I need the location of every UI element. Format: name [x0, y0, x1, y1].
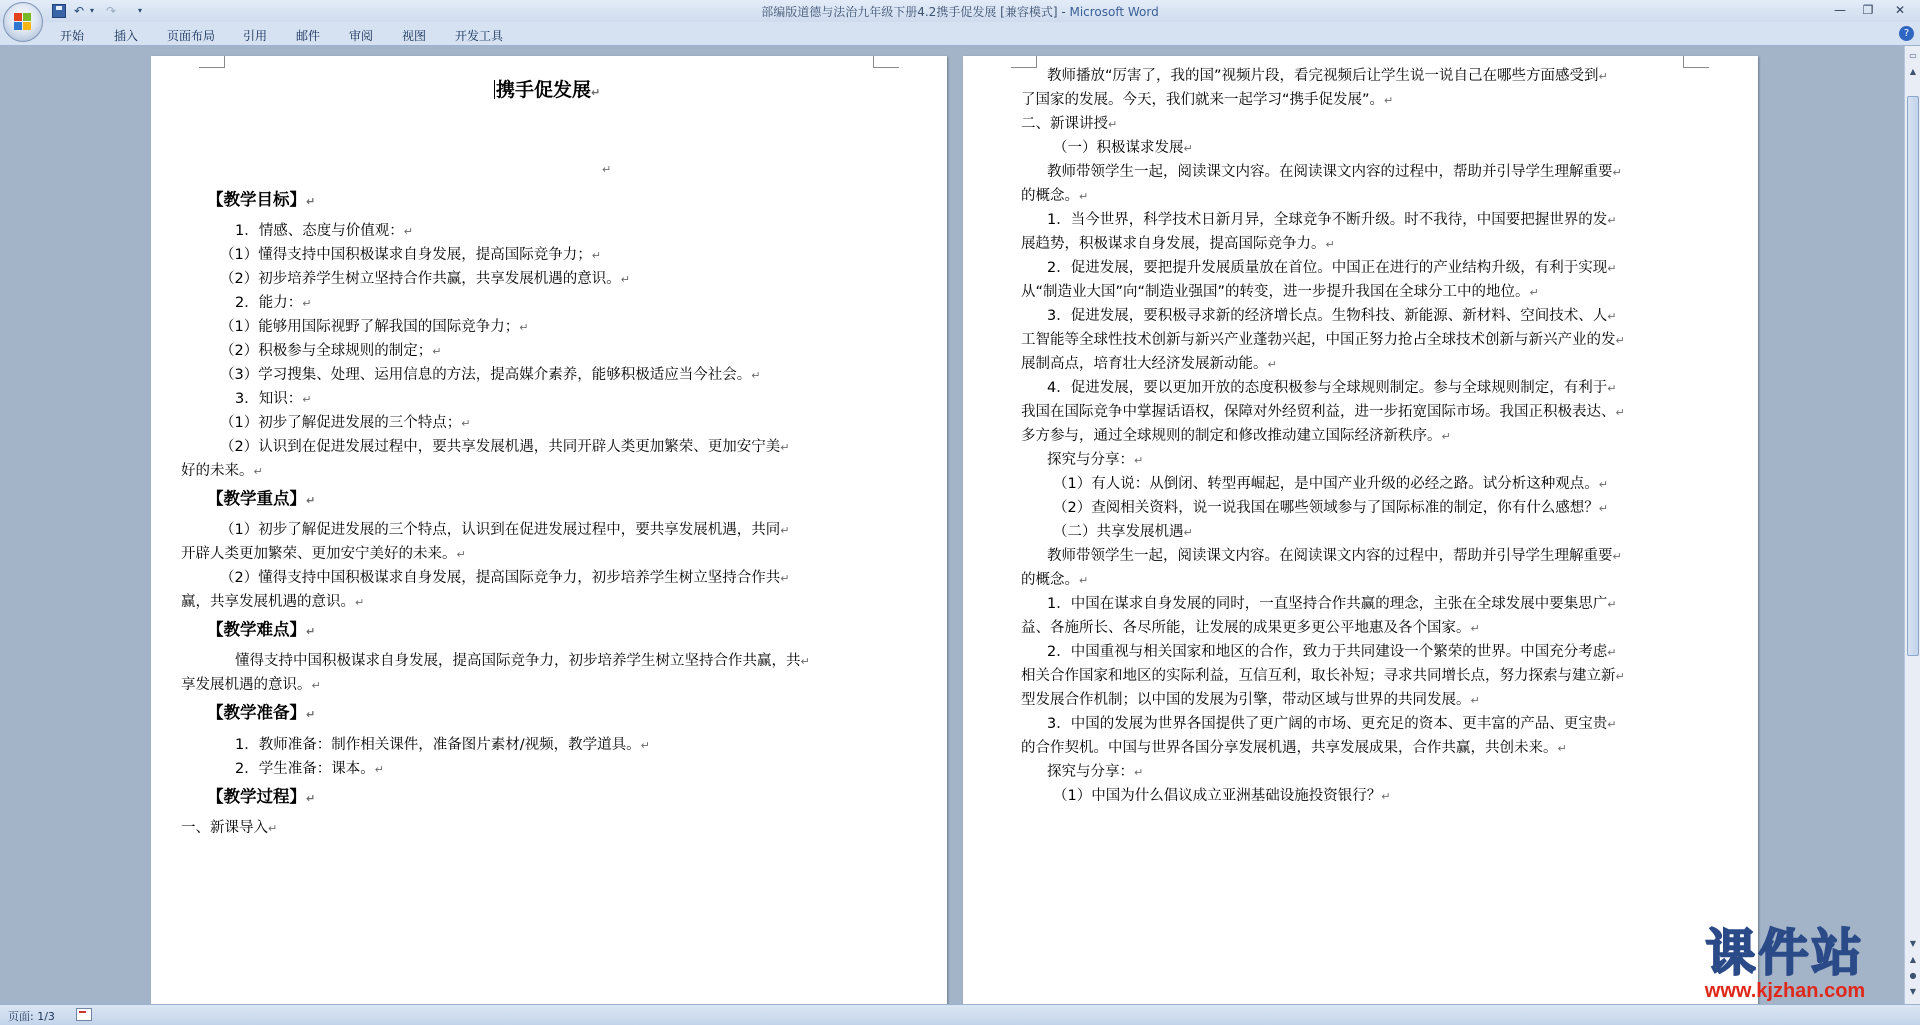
paragraph-line: [1047, 546, 1622, 567]
paragraph-mark: ↵: [1079, 190, 1089, 203]
paragraph-mark: ↵: [1607, 262, 1617, 275]
line-text: 型发展合作机制；以中国的发展为引擎，带动区域与世界的共同发展。: [1021, 692, 1471, 708]
paragraph-mark: ↵: [1183, 526, 1193, 539]
line-text: 懂得支持中国积极谋求自身发展，提高国际竞争力，初步培养学生树立坚持合作共赢，共: [235, 653, 801, 669]
tab-mailings[interactable]: 邮件: [296, 29, 321, 43]
line-text: 1．教师准备：制作相关课件，准备图片素材/视频，教学道具。: [235, 737, 641, 753]
scroll-down-icon[interactable]: ▼: [1909, 939, 1917, 948]
paragraph-line: [1047, 594, 1616, 615]
paragraph-line: [220, 341, 441, 362]
watermark-title: 课件站: [1705, 923, 1865, 982]
paragraph-mark: ↵: [306, 494, 316, 507]
paragraph-line: [1047, 642, 1616, 663]
line-text: 益、各施所长、各尽所能，让发展的成果更多更公平地惠及各个国家。: [1021, 620, 1471, 636]
paragraph-mark: ↵: [456, 548, 466, 561]
line-text: （一）积极谋求发展: [1053, 140, 1184, 156]
line-text: 4．促进发展，要以更加开放的态度积极参与全球规则制定。参与全球规则制定，有利于: [1047, 380, 1608, 396]
line-text: 【教学过程】: [207, 787, 306, 806]
paragraph-mark: ↵: [751, 369, 761, 382]
paragraph-mark: ↵: [306, 792, 316, 805]
tab-references[interactable]: 引用: [243, 29, 268, 43]
line-text: 的概念。: [1021, 188, 1079, 204]
paragraph-mark: ↵: [1598, 478, 1608, 491]
paragraph-mark: ↵: [1134, 454, 1144, 467]
office-logo-icon: [14, 13, 32, 31]
paragraph-line: [1047, 258, 1616, 279]
line-text: 2．中国重视与相关国家和地区的合作，致力于共同建设一个繁荣的世界。中国充分考虑: [1047, 644, 1608, 660]
paragraph-line: [1053, 498, 1608, 519]
paragraph-mark: ↵: [591, 249, 601, 262]
paragraph-mark: ↵: [268, 822, 278, 835]
paragraph-line: [235, 651, 810, 672]
text-cursor: [494, 80, 495, 99]
paragraph-mark: ↵: [1381, 790, 1391, 803]
ribbon-tab-bar: [0, 22, 1920, 46]
paragraph-mark: ↵: [519, 321, 529, 334]
paragraph-mark: ↵: [1607, 646, 1617, 659]
paragraph-line: [1021, 234, 1335, 255]
paragraph-line: [181, 818, 277, 839]
paragraph-mark: ↵: [620, 273, 630, 286]
paragraph-mark: ↵: [1108, 118, 1118, 131]
line-text: 1．中国在谋求自身发展的同时，一直坚持合作共赢的理念，主张在全球发展中要集思广: [1047, 596, 1608, 612]
line-text: 我国在国际竞争中掌握话语权，保障对外经贸利益，进一步拓宽国际市场。我国正积极表达、: [1021, 404, 1616, 420]
line-text: 一、新课导入: [181, 820, 268, 836]
line-text: 享发展机遇的意识。: [181, 677, 312, 693]
site-watermark: [1665, 925, 1905, 1005]
paragraph-mark: ↵: [780, 524, 790, 537]
paragraph-mark: ↵: [780, 441, 790, 454]
line-text: 二、新课讲授: [1021, 116, 1108, 132]
paragraph-line: [1021, 570, 1088, 591]
document-title-line: [494, 80, 600, 103]
paragraph-mark: ↵: [1598, 502, 1608, 515]
line-text: 【教学准备】: [207, 703, 306, 722]
crop-mark: [873, 56, 899, 68]
crop-mark: [199, 56, 225, 68]
paragraph-mark: ↵: [403, 225, 413, 238]
vertical-scrollbar[interactable]: [1904, 46, 1920, 1004]
paragraph-line: [1053, 786, 1390, 807]
paragraph-line: [1047, 162, 1622, 183]
paragraph-line: [220, 413, 470, 434]
paragraph-line: [235, 221, 413, 242]
paragraph-mark: ↵: [306, 625, 316, 638]
paragraph-line: [220, 269, 630, 290]
paragraph-line: [220, 317, 528, 338]
app-name: Microsoft Word: [1069, 5, 1159, 19]
paragraph-line: [1047, 714, 1616, 735]
line-text: 赢，共享发展机遇的意识。: [181, 594, 355, 610]
paragraph-line: [1021, 666, 1625, 687]
paragraph-mark: ↵: [1607, 214, 1617, 227]
paragraph-line: [220, 520, 789, 541]
line-text: 探究与分享：: [1047, 764, 1134, 780]
paragraph-mark: ↵: [302, 393, 312, 406]
line-text: 2．能力：: [235, 295, 303, 311]
paragraph-line: [1021, 402, 1625, 423]
paragraph-line: [181, 461, 263, 482]
line-text: （2）积极参与全球规则的制定；: [220, 343, 433, 359]
document-page-2[interactable]: [963, 56, 1758, 1004]
maximize-button[interactable]: ❐: [1862, 3, 1874, 17]
paragraph-mark: ↵: [1325, 238, 1335, 251]
paragraph-line: [235, 759, 384, 780]
section-heading: [207, 703, 315, 725]
paragraph-mark: ↵: [1470, 694, 1480, 707]
paragraph-mark: ↵: [1607, 310, 1617, 323]
paragraph-line: [220, 437, 789, 458]
line-text: 相关合作国家和地区的实际利益，互信互利，取长补短；寻求共同增长点，努力探索与建立新: [1021, 668, 1616, 684]
paragraph-line: [1021, 690, 1480, 711]
paragraph-line: [1021, 330, 1625, 351]
proofing-status-icon[interactable]: [76, 1008, 92, 1021]
previous-page-icon[interactable]: ▲: [1909, 955, 1917, 964]
section-heading: [207, 787, 315, 809]
redo-icon[interactable]: ↷: [106, 4, 117, 18]
paragraph-line: [1021, 354, 1277, 375]
document-workspace[interactable]: [0, 46, 1904, 1004]
paragraph-line: [1047, 306, 1616, 327]
paragraph-mark: ↵: [1079, 574, 1089, 587]
line-text: 从“制造业大国”向“制造业强国”的转变，进一步提升我国在全球分工中的地位。: [1021, 284, 1530, 300]
line-text: 3．知识：: [235, 391, 303, 407]
line-text: 展趋势，积极谋求自身发展，提高国际竞争力。: [1021, 236, 1326, 252]
select-browse-object-icon[interactable]: ●: [1909, 971, 1917, 980]
paragraph-mark: ↵: [800, 655, 810, 668]
paragraph-mark: ↵: [640, 739, 650, 752]
line-text: 【教学难点】: [207, 620, 306, 639]
section-heading: [207, 620, 315, 642]
paragraph-mark: ↵: [1612, 166, 1622, 179]
tab-view[interactable]: 视图: [402, 29, 427, 43]
next-page-icon[interactable]: ▼: [1909, 987, 1917, 996]
paragraph-mark: ↵: [1529, 286, 1539, 299]
paragraph-mark: ↵: [432, 345, 442, 358]
paragraph-line: [181, 592, 364, 613]
line-text: 1．当今世界，科学技术日新月异，全球竞争不断升级。时不我待，中国要把握世界的发: [1047, 212, 1608, 228]
paragraph-line: [235, 293, 311, 314]
line-text: 多方参与，通过全球规则的制定和修改推动建立国际经济新秩序。: [1021, 428, 1442, 444]
paragraph-mark: ↵: [602, 163, 612, 176]
crop-mark: [1011, 56, 1037, 68]
paragraph-line: [1021, 90, 1393, 111]
title-bar: [0, 0, 1920, 22]
line-text: 2．学生准备：课本。: [235, 761, 375, 777]
paragraph-mark: ↵: [1607, 598, 1617, 611]
line-text: （1）中国为什么倡议成立亚洲基础设施投资银行？: [1053, 788, 1382, 804]
paragraph-mark: ↵: [311, 679, 321, 692]
paragraph-mark: ↵: [1384, 94, 1394, 107]
tab-insert[interactable]: 插入: [114, 29, 139, 43]
document-title: 部编版道德与法治九年级下册4.2携手促发展 [兼容模式] -: [761, 5, 1070, 19]
paragraph-mark: ↵: [302, 297, 312, 310]
paragraph-line: [1047, 762, 1143, 783]
paragraph-line: [1053, 138, 1193, 159]
ruler-toggle-icon[interactable]: ▭: [1909, 51, 1917, 60]
line-text: 2．促进发展，要把提升发展质量放在首位。中国正在进行的产业结构升级，有利于实现: [1047, 260, 1608, 276]
line-text: （二）共享发展机遇: [1053, 524, 1184, 540]
window-title: [0, 3, 1920, 20]
page-indicator[interactable]: 页面: 1/3: [8, 1010, 55, 1023]
paragraph-mark: ↵: [461, 417, 471, 430]
minimize-button[interactable]: —: [1834, 3, 1846, 17]
paragraph-mark: ↵: [591, 86, 601, 99]
line-text: 了国家的发展。今天，我们就来一起学习“携手促发展”。: [1021, 92, 1385, 108]
scroll-thumb[interactable]: [1907, 96, 1919, 656]
paragraph-line: [1021, 282, 1539, 303]
line-text: （1）有人说：从倒闭、转型再崛起，是中国产业升级的必经之路。试分析这种观点。: [1053, 476, 1599, 492]
paragraph-line: [1047, 66, 1608, 87]
paragraph-mark: ↵: [1615, 406, 1625, 419]
line-text: 教师带领学生一起，阅读课文内容。在阅读课文内容的过程中，帮助并引导学生理解重要: [1047, 548, 1613, 564]
paragraph-line: [220, 365, 760, 386]
line-text: 的合作契机。中国与世界各国分享发展机遇，共享发展成果，合作共赢，共创未来。: [1021, 740, 1558, 756]
scroll-up-icon[interactable]: ▲: [1909, 67, 1917, 76]
line-text: 工智能等全球性技术创新与新兴产业蓬勃兴起，中国正努力抢占全球技术创新与新兴产业的发: [1021, 332, 1616, 348]
paragraph-line: [1021, 114, 1117, 135]
line-text: （1）能够用国际视野了解我国的国际竞争力；: [220, 319, 520, 335]
paragraph-mark: ↵: [1615, 670, 1625, 683]
document-page-1[interactable]: [151, 56, 947, 1004]
line-text: （2）查阅相关资料，说一说我国在哪些领域参与了国际标准的制定，你有什么感想？: [1053, 500, 1599, 516]
line-text: （1）初步了解促进发展的三个特点，认识到在促进发展过程中，要共享发展机遇，共同: [220, 522, 781, 538]
line-text: （2）认识到在促进发展过程中，要共享发展机遇，共同开辟人类更加繁荣、更加安宁美: [220, 439, 781, 455]
paragraph-line: [220, 245, 601, 266]
paragraph-line: [1021, 738, 1567, 759]
line-text: 好的未来。: [181, 463, 254, 479]
line-text: 【教学重点】: [207, 489, 306, 508]
paragraph-mark: ↵: [1607, 382, 1617, 395]
document-heading: 携手促发展: [496, 79, 592, 101]
paragraph-line: [1021, 618, 1480, 639]
paragraph-mark: ↵: [253, 465, 263, 478]
crop-mark: [1683, 56, 1709, 68]
paragraph-line: [1021, 186, 1088, 207]
tab-developer[interactable]: 开发工具: [455, 29, 504, 43]
paragraph-mark: ↵: [1134, 766, 1144, 779]
line-text: 探究与分享：: [1047, 452, 1134, 468]
tab-review[interactable]: 审阅: [349, 29, 374, 43]
paragraph-line: [1047, 378, 1616, 399]
paragraph-mark: ↵: [1441, 430, 1451, 443]
undo-dropdown-icon[interactable]: ▾: [90, 6, 95, 15]
line-text: （3）学习搜集、处理、运用信息的方法，提高媒介素养，能够积极适应当今社会。: [220, 367, 752, 383]
section-heading: [207, 190, 315, 212]
paragraph-mark: ↵: [1557, 742, 1567, 755]
close-button[interactable]: ✕: [1894, 3, 1906, 17]
paragraph-line: [1021, 426, 1451, 447]
line-text: 教师播放“厉害了，我的国”视频片段，看完视频后让学生说一说自己在哪些方面感受到: [1047, 68, 1599, 84]
paragraph-line: [235, 735, 650, 756]
paragraph-mark: ↵: [1183, 142, 1193, 155]
undo-icon[interactable]: ↶: [74, 4, 85, 18]
tab-home[interactable]: 开始: [60, 29, 85, 43]
paragraph-mark: ↵: [780, 572, 790, 585]
paragraph-mark: ↵: [374, 763, 384, 776]
paragraph-mark: ↵: [355, 596, 365, 609]
paragraph-mark: ↵: [1470, 622, 1480, 635]
line-text: （2）懂得支持中国积极谋求自身发展，提高国际竞争力，初步培养学生树立坚持合作共: [220, 570, 781, 586]
office-button[interactable]: [3, 2, 43, 42]
paragraph-mark: ↵: [1607, 718, 1617, 731]
paragraph-mark: ↵: [1598, 70, 1608, 83]
line-text: （1）懂得支持中国积极谋求自身发展，提高国际竞争力；: [220, 247, 592, 263]
line-text: 1．情感、态度与价值观：: [235, 223, 404, 239]
paragraph-mark: ↵: [1615, 334, 1625, 347]
line-text: （2）初步培养学生树立坚持合作共赢，共享发展机遇的意识。: [220, 271, 621, 287]
paragraph-mark: ↵: [1612, 550, 1622, 563]
paragraph-line: [220, 568, 789, 589]
status-bar: [0, 1004, 1920, 1025]
watermark-url: www.kjzhan.com: [1704, 980, 1866, 1002]
paragraph-line: [1047, 210, 1616, 231]
line-text: 的概念。: [1021, 572, 1079, 588]
line-text: 开辟人类更加繁荣、更加安宁美好的未来。: [181, 546, 457, 562]
help-icon[interactable]: ?: [1899, 26, 1914, 41]
line-text: 教师带领学生一起，阅读课文内容。在阅读课文内容的过程中，帮助并引导学生理解重要: [1047, 164, 1613, 180]
paragraph-line: [1047, 450, 1143, 471]
line-text: 【教学目标】: [207, 190, 306, 209]
paragraph-mark: ↵: [1267, 358, 1277, 371]
paragraph-line: [235, 389, 311, 410]
paragraph-line: [181, 544, 466, 565]
line-text: 展制高点，培育壮大经济发展新动能。: [1021, 356, 1268, 372]
paragraph-mark: ↵: [306, 708, 316, 721]
section-heading: [207, 489, 315, 511]
customize-toolbar-icon[interactable]: ▾: [138, 6, 143, 15]
line-text: 3．促进发展，要积极寻求新的经济增长点。生物科技、新能源、新材料、空间技术、人: [1047, 308, 1608, 324]
paragraph-line: [181, 675, 321, 696]
tab-page-layout[interactable]: 页面布局: [167, 29, 216, 43]
paragraph-line: [1053, 474, 1608, 495]
line-text: （1）初步了解促进发展的三个特点；: [220, 415, 462, 431]
paragraph-line: [1053, 522, 1193, 543]
paragraph-mark: ↵: [306, 195, 316, 208]
line-text: 3．中国的发展为世界各国提供了更广阔的市场、更充足的资本、更丰富的产品、更宝贵: [1047, 716, 1608, 732]
paragraph-line: [602, 159, 611, 180]
